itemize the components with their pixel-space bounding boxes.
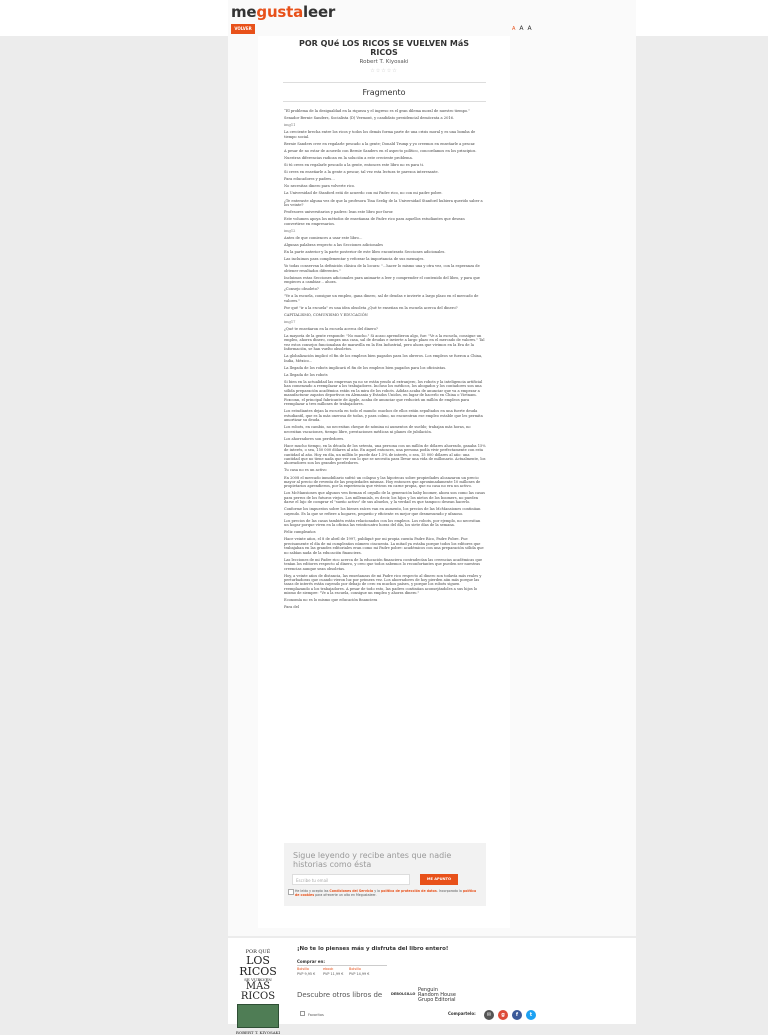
terms-checkbox[interactable]	[288, 889, 294, 895]
excerpt-paragraph: La mayoría de la gente responde: "No mucho." Si acaso aprendieron algo, fue: "Ve a la escuela, consigue un empleo, ahorra dinero, compra una casa, sal de deudas e invierte a largo plazo en el mercado de valores." Tal vez estos consejos funcionaban de maravilla en la Era Industrial, pero ahora que vivimos en la Era de la Información, se han vuelto obsoletos.	[284, 334, 485, 352]
font-size-medium-button[interactable]: A	[519, 25, 524, 32]
divider	[297, 965, 387, 966]
excerpt-paragraph: ¿Te enteraste alguna vez de que la profesora Tina Seelig de la Universidad Stanford hubiera querido saber a los veinte?	[284, 198, 483, 207]
excerpt-paragraph: Este volumen apoya los métodos de enseñanza de Padre rico para aquellos estudiantes que desean convertirse en empresarios.	[284, 217, 465, 226]
excerpt-paragraph: Tu casa no es un activo	[284, 468, 327, 473]
rating-stars[interactable]: ☆☆☆☆☆	[370, 68, 398, 74]
excerpt-paragraph: Incluimos estas Secciones adicionales para animarte a leer y comprender el contenido del libro, y para que empieces a cambiar… ahora.	[284, 275, 480, 284]
excerpt-paragraph: La llegada de los robots	[284, 372, 328, 377]
excerpt-paragraph: La creciente brecha entre los ricos y todos los demás forma parte de una crisis moral y es una bomba de tiempo social.	[284, 130, 476, 139]
excerpt-paragraph: Conforme los impuestos sobre los bienes raíces van en aumento, los precios de las McMansiones continúan cayendo. Es la que se refiere a hogares, pequeño y eficiente es mejor que desmesurado y ufanoso.	[284, 507, 481, 516]
cookies-link[interactable]: política de cookies	[295, 889, 477, 897]
excerpt-paragraph: Nuestras diferencias radican en la solución a este creciente problema.	[284, 155, 413, 160]
twitter-icon[interactable]: t	[526, 1010, 536, 1020]
excerpt-paragraph: Los ahorradores son perdedores.	[284, 436, 345, 441]
excerpt-paragraph: Hace veinte años, el 8 de abril de 1997, publiqué por mi propia cuenta Padre Rico, Padre Pobre. Fue precisamente el día de mi cumpleaños número cincuenta. La mitad ya estaba porque todos los editores que trabajaban en las grandes editoriales eran como mi Padre pobre: académicos con una preparación sólida que no sabían nada de la educación financiera.	[284, 537, 484, 555]
excerpt-paragraph: Las incluimos para complementar y reforzar la importancia de sus mensajes.	[284, 257, 425, 261]
excerpt-paragraph: "Ve a la escuela, consigue un empleo, gana dinero, sal de deudas e invierte a largo plazo en el mercado de valores."	[284, 294, 479, 303]
excerpt-paragraph: Los precios de las casas también están relacionados con los empleos. Los robots, por ejemplo, no necesitan un hogar porque viven en la oficina las veinticuatro horas del día, los siete días de la semana.	[284, 518, 481, 528]
sello-logo[interactable]: DEBOLSILLO	[391, 992, 416, 996]
excerpt-text	[284, 109, 486, 613]
favorites-checkbox[interactable]	[300, 1011, 305, 1016]
excerpt-paragraph: Hace mucho tiempo, en la década de los setenta, una persona con un millón de dólares ahorrado, ganaba 15% de interés, o sea, 150 000 dólares al año. En aquel entonces, una persona podía vivir perfectamente con esta cantidad al año. Hoy en día, un millón le puede dar 1.5% de interés, o sea, 15 000 dólares al año: una cantidad que no tiene nada que ver con lo que se necesita para llevar una vida de millonario. Actualmente, los ahorradores son los grandes perdedores.	[284, 443, 486, 466]
excerpt-paragraph: Senador Bernie Sanders, Socialista (D) Vermont, y candidato presidencial demócrata a 2016.	[284, 116, 455, 121]
cover-line: MÁS RICOS	[240, 981, 276, 1002]
legal-text: He leído y acepto las Condiciones del Servicio y la política de protección de datos. Incorporado la política de cookies para ofrecerte un alta en Megustaleer.	[295, 889, 477, 897]
excerpt-paragraph: Los McMansiones que algunos ven forman el orgullo de la generación baby boomer, ahora son como las casas para perros de los futuros viejos. Los millennials, es decir, los hijos y los nietos de los boomers, no pueden darse el lujo de comprar el "sueño activo" de sus abuelos, y la verdad es que tampoco desean hacerlo.	[284, 491, 486, 505]
broken-image-placeholder: img11	[284, 123, 296, 128]
excerpt-paragraph: En la parte anterior y la parte posterior de este libro encontrarás Secciones adicionales.	[284, 249, 446, 254]
excerpt-paragraph: Feliz cumpleaños	[284, 530, 316, 535]
email-input[interactable]: Escribe tu email	[292, 874, 410, 885]
book-title: POR QUé LOS RICOS SE VUELVEN MáS RICOS	[298, 39, 470, 57]
excerpt-paragraph: Por qué "ir a la escuela" es una idea obsoleta ¿Qué te enseñan en la escuela acerca del dinero?	[284, 305, 458, 310]
book-cover[interactable]	[232, 946, 284, 1035]
back-button[interactable]: VOLVER	[231, 24, 255, 34]
googleplus-icon[interactable]: g	[498, 1010, 508, 1020]
share-label: Compartelo:	[448, 1011, 476, 1016]
excerpt-paragraph: Las lecciones de mi Padre rico acerca de la educación financiera contradecían las creencias académicas que tenían los editores respecto al dinero, y creo que todos sabemos lo reconfortantes que pueden ser nuestras creencias aunque sean obsoletas.	[284, 557, 483, 571]
excerpt-paragraph: La Universidad de Stanford está de acuerdo con mi Padre rico, no con mi padre pobre.	[284, 191, 443, 196]
cover-line: SE VUELVEN	[244, 977, 272, 982]
font-size-large-button[interactable]: A	[527, 25, 532, 32]
excerpt-paragraph: No necesitas dinero para volverte rico.	[284, 184, 356, 189]
newsletter-signup	[284, 843, 486, 906]
favorites-toggle[interactable]: Favoritos	[300, 1011, 324, 1017]
excerpt-paragraph: ¿Consejo obsoleto?	[284, 287, 319, 292]
email-share-icon[interactable]: ✉	[484, 1010, 494, 1020]
cover-author: ROBERT T. KIYOSAKI	[235, 1030, 281, 1035]
cover-illustration	[237, 1004, 279, 1028]
format-option[interactable]: Bolsillo PVP 9,95 €	[297, 967, 316, 976]
excerpt-paragraph: A pesar de no estar de acuerdo con Bernie Sanders en el aspecto político, concordamos en los principios.	[284, 148, 477, 153]
footer-headline: ¡No te lo pienses más y disfruta del libro entero!	[297, 946, 449, 952]
excerpt-paragraph: En 2008 el mercado inmobiliario sufrió un colapso y las hipotecas sobre propiedades alcanzaron un precio mayor al precio de reventa de las propiedades mismas. Hoy entonces que aproximadamente 10 millones de propietarios aprendieron, por la experiencia que viviron en carne propia, que su casa no era un activo.	[284, 475, 481, 489]
facebook-icon[interactable]: f	[512, 1010, 522, 1020]
excerpt-paragraph: CAPITALISMO, COMUNISMO Y EDUCACIÓN	[284, 312, 368, 317]
excerpt-paragraph: Economía no es lo mismo que educación financiera	[284, 598, 378, 603]
section-title: Fragmento	[362, 88, 406, 97]
divider	[283, 101, 486, 102]
excerpt-paragraph: Bernie Sanders cree en regalarle pescado a la gente; Donald Trump y yo creemos en enseñarle a pescar.	[284, 141, 476, 146]
subscribe-button[interactable]: ME APUNTO	[420, 874, 458, 885]
excerpt-paragraph: Si crees en enseñarle a la gente a pescar, tal vez esta lectura te parezca interesante.	[284, 170, 439, 175]
excerpt-paragraph: Antes de que comiences a usar este libro…	[284, 235, 363, 240]
excerpt-paragraph: “El problema de la desigualdad en la riqueza y el ingreso es el gran dilema moral de nuestro tiempo.”	[284, 109, 471, 113]
excerpt-paragraph: Para del	[284, 605, 299, 610]
excerpt-paragraph: Los estudiantes dejan la escuela en todo el mundo: muchos de ellos están sepultados en una fuerte deuda estudiantil, que es la más onerosa de todas, y para colmo, no encuentran ese empleo estable que les permita amortizar su deuda.	[284, 409, 483, 422]
cover-line: POR QUÉ	[245, 949, 271, 955]
divider	[283, 82, 486, 83]
book-author[interactable]: Robert T. Kiyosaki	[359, 59, 409, 65]
excerpt-paragraph: ¿Qué te enseñaron en la escuela acerca del dinero?	[284, 326, 378, 331]
font-size-controls	[512, 25, 536, 32]
excerpt-paragraph: Algunas palabras respecto a las Secciones adicionales	[284, 242, 383, 247]
buy-label: Comprar en:	[297, 959, 325, 964]
excerpt-paragraph: La globalización implicó el fin de los empleos bien pagados para los obreros. Los empleos se fueron a China, India, México…	[284, 354, 483, 363]
font-size-small-button[interactable]: A	[512, 26, 516, 32]
excerpt-paragraph: Hoy, a veinte años de distancia, las enseñanzas de mi Padre rico respecto al dinero son todavía más reales y perturbadoras que cuando vieron luz por primera vez. Los ahorradores de hoy pierden aún más porque las tasas de interés están cayendo por debajo de cero en muchos países, y porque los robots siguen reemplazando a los trabajadores. A pesar de todo esto, las padres continúan aconsejándoles a sus hijos lo mismo de siempre: "Ve a la escuela, consigue un empleo y ahorra dinero."	[284, 573, 482, 596]
cover-line: LOS RICOS	[239, 954, 277, 978]
signup-title: Sigue leyendo y recibe antes que nadie historias como ésta	[293, 851, 452, 869]
excerpt-paragraph: La llegada de los robots implicará el fin de los empleos bien pagados para los oficinistas.	[284, 365, 447, 370]
format-option[interactable]: ebook PVP 11,99 €	[323, 967, 344, 976]
privacy-link[interactable]: política de protección de datos	[381, 889, 437, 893]
excerpt-paragraph: Profesores universitarios y padres: lean este libro por favor.	[284, 210, 394, 215]
site-logo[interactable]: megustaleer	[231, 3, 336, 21]
excerpt-paragraph: Los robots, en cambio, no necesitan cheque de nómina ni aumentos de sueldo; trabajan más horas, no necesitan vacaciones, tiempo libre, prestaciones médicas ni planes de jubilación.	[284, 425, 471, 434]
excerpt-paragraph: Yo todas conservan la definición clásica de la locura: "…hacer lo mismo una y otra vez, con la esperanza de obtener resultados diferentes."	[284, 264, 480, 273]
excerpt-paragraph: Si tú crees en regalarle pescado a la gente, entonces este libro no es para ti.	[284, 163, 424, 168]
discover-more-text: Descubre otros libros de	[297, 991, 383, 999]
broken-image-placeholder: img12	[284, 228, 296, 233]
excerpt-paragraph: Para educadores y padres…	[284, 177, 335, 182]
terms-link[interactable]: Condiciones del Servicio	[329, 889, 374, 893]
format-option[interactable]: Bolsillo PVP 14,99 €	[349, 967, 370, 976]
excerpt-paragraph: Si bien en la actualidad las empresas ya no se están yendo al extranjero, los robots y la inteligencia artificial han comenzado a reemplazar a los trabajadores. Incluso los médicos, los abogados y los contadores son una sólida preparación académica están en la mira de los robots. Adidas acaba de anunciar que va a empezar a manufacturar zapatos deportivos en Alemania y Estados Unidos, en lugar de hacerlo en China o Vietnam. Foxconn, el principal fabricante de Apple, acaba de anunciar que reducirá un millón de empleos para reemplazar a tres millones de trabajadores.	[284, 380, 483, 407]
broken-image-placeholder: img17	[284, 319, 296, 324]
publisher-logo: Penguin Random House Grupo Editorial	[418, 987, 456, 1003]
